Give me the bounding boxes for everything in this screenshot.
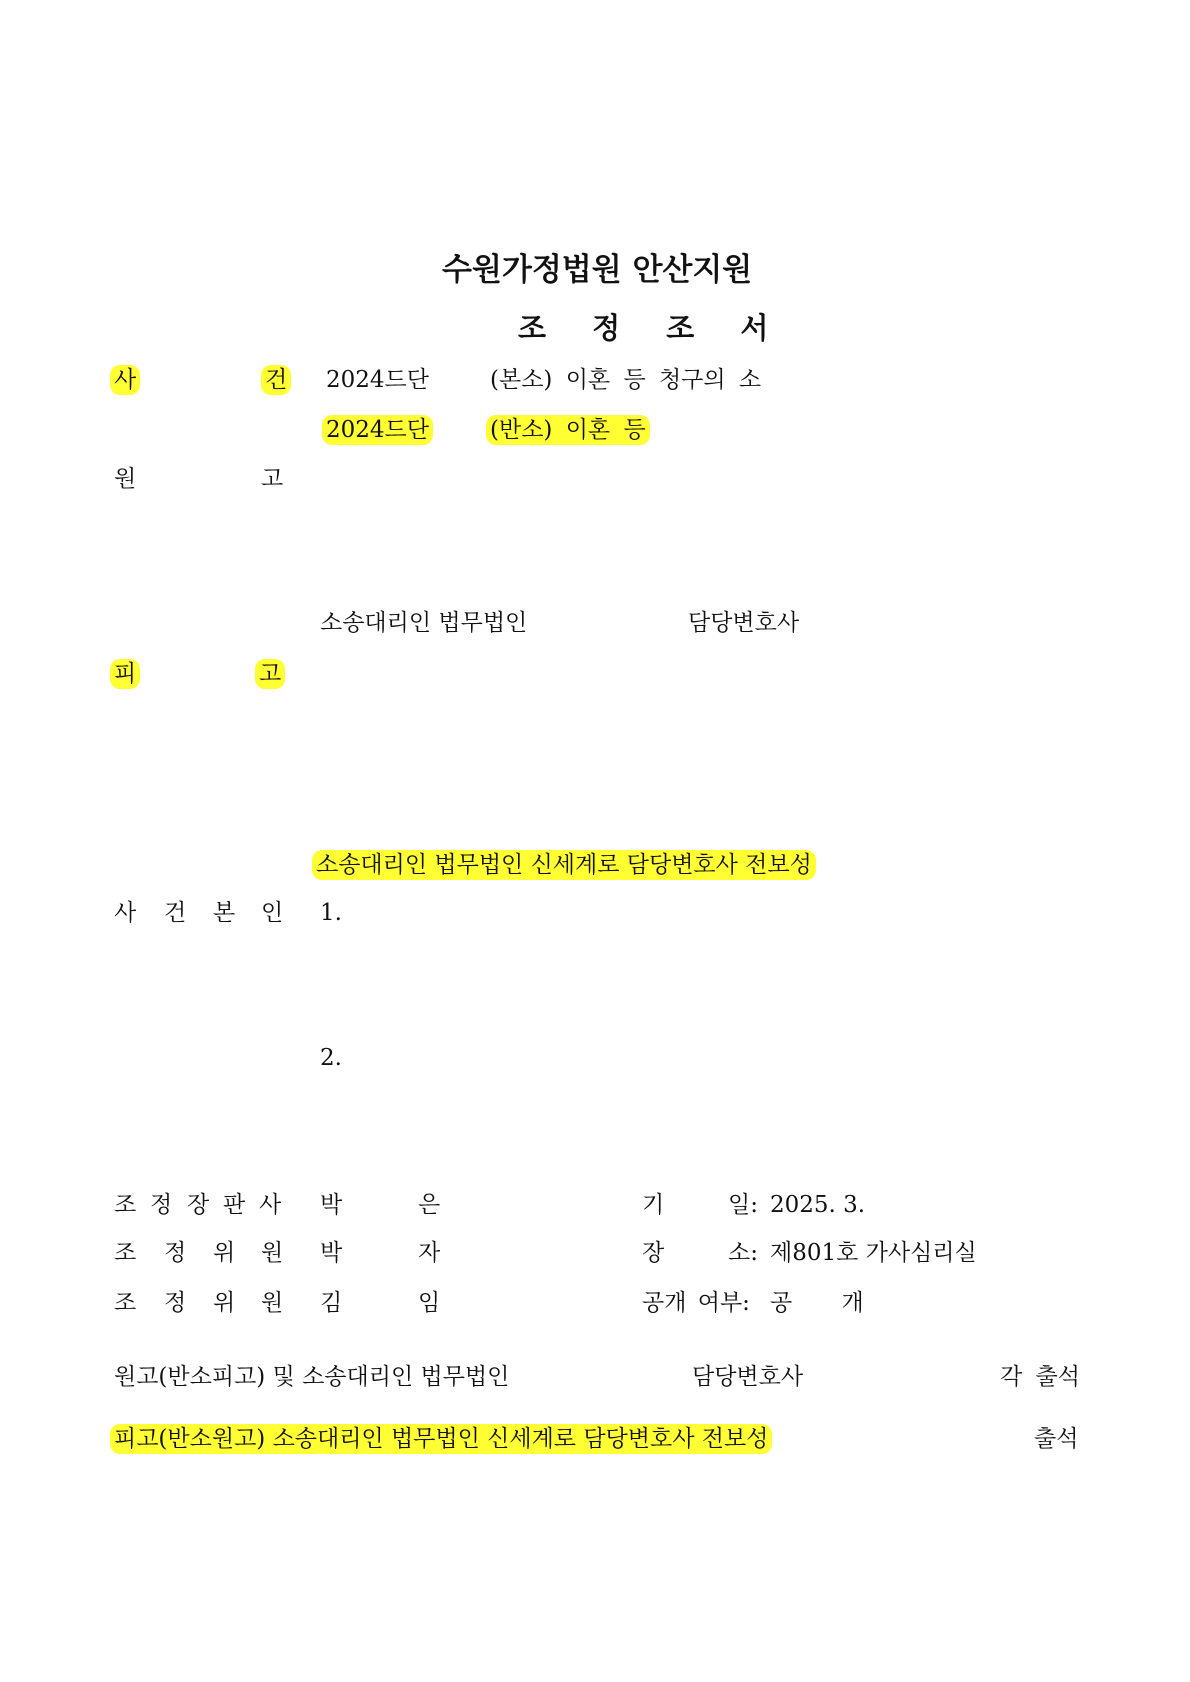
principals-label-char-3: 본 bbox=[213, 900, 236, 926]
official-role-char: 원 bbox=[261, 1240, 284, 1266]
attendance-plaintiff-lawyer: 담당변호사 bbox=[692, 1364, 804, 1390]
plaintiff-label-first-char: 원 bbox=[114, 466, 137, 492]
official-role-char: 조 bbox=[114, 1192, 137, 1218]
principals-label-char-1: 사 bbox=[114, 900, 137, 926]
defendant-label-second-char: 고 bbox=[255, 659, 285, 689]
court-name: 수원가정법원 안산지원 bbox=[442, 252, 753, 288]
official-role-char: 조 bbox=[114, 1240, 137, 1266]
official-name-surname: 박 bbox=[320, 1240, 343, 1266]
defendant-counsel: 소송대리인 법무법인 신세계로 담당변호사 전보성 bbox=[312, 850, 816, 880]
attendance-plaintiff-status: 각 출석 bbox=[1000, 1364, 1080, 1390]
case-number-counter: 2024드단 bbox=[322, 415, 433, 445]
principal-item-1: 1. bbox=[320, 900, 342, 926]
official-role-char: 정 bbox=[150, 1192, 173, 1218]
case-label-second-char: 건 bbox=[261, 365, 291, 395]
official-role-char: 장 bbox=[187, 1192, 210, 1218]
case-description-main: (본소) 이혼 등 청구의 소 bbox=[490, 367, 762, 393]
official-name-given: 은 bbox=[418, 1192, 441, 1218]
session-date-label-char: 기 bbox=[642, 1192, 665, 1218]
attendance-plaintiff-text: 원고(반소피고) 및 소송대리인 법무법인 bbox=[114, 1364, 510, 1390]
official-name-given: 자 bbox=[418, 1240, 441, 1266]
official-name-given: 임 bbox=[418, 1290, 441, 1316]
official-role-char: 판 bbox=[223, 1192, 246, 1218]
principal-item-2: 2. bbox=[320, 1045, 342, 1071]
case-number-main: 2024드단 bbox=[326, 367, 429, 393]
official-role-char: 위 bbox=[213, 1240, 236, 1266]
venue-label-char: 장 bbox=[642, 1240, 665, 1266]
defendant-label-first-char: 피 bbox=[110, 659, 140, 689]
case-description-counter: (반소) 이혼 등 bbox=[486, 415, 650, 445]
official-name-surname: 박 bbox=[320, 1192, 343, 1218]
attendance-defendant-text: 피고(반소원고) 소송대리인 법무법인 신세계로 담당변호사 전보성 bbox=[110, 1424, 772, 1454]
official-role-char: 사 bbox=[259, 1192, 282, 1218]
official-role-char: 조 bbox=[114, 1290, 137, 1316]
attendance-defendant-status: 출석 bbox=[1034, 1426, 1079, 1452]
publicity-label: 공개 여부: bbox=[642, 1290, 750, 1316]
official-role-char: 정 bbox=[164, 1240, 187, 1266]
plaintiff-label-second-char: 고 bbox=[261, 466, 284, 492]
principals-label-char-4: 인 bbox=[261, 900, 284, 926]
principals-label-char-2: 건 bbox=[164, 900, 187, 926]
plaintiff-counsel-firm: 소송대리인 법무법인 bbox=[320, 610, 528, 636]
plaintiff-counsel-lawyer: 담당변호사 bbox=[688, 610, 800, 636]
publicity-value: 공 개 bbox=[770, 1290, 864, 1316]
venue-label-char: 소: bbox=[728, 1240, 758, 1266]
official-name-surname: 김 bbox=[320, 1290, 343, 1316]
session-date-label-char: 일: bbox=[728, 1192, 758, 1218]
case-label-first-char: 사 bbox=[110, 365, 140, 395]
session-date-value: 2025. 3. bbox=[770, 1192, 866, 1218]
official-role-char: 정 bbox=[164, 1290, 187, 1316]
document-title: 조 정 조 서 bbox=[518, 311, 787, 345]
official-role-char: 원 bbox=[261, 1290, 284, 1316]
venue-value: 제801호 가사심리실 bbox=[770, 1240, 977, 1266]
official-role-char: 위 bbox=[213, 1290, 236, 1316]
